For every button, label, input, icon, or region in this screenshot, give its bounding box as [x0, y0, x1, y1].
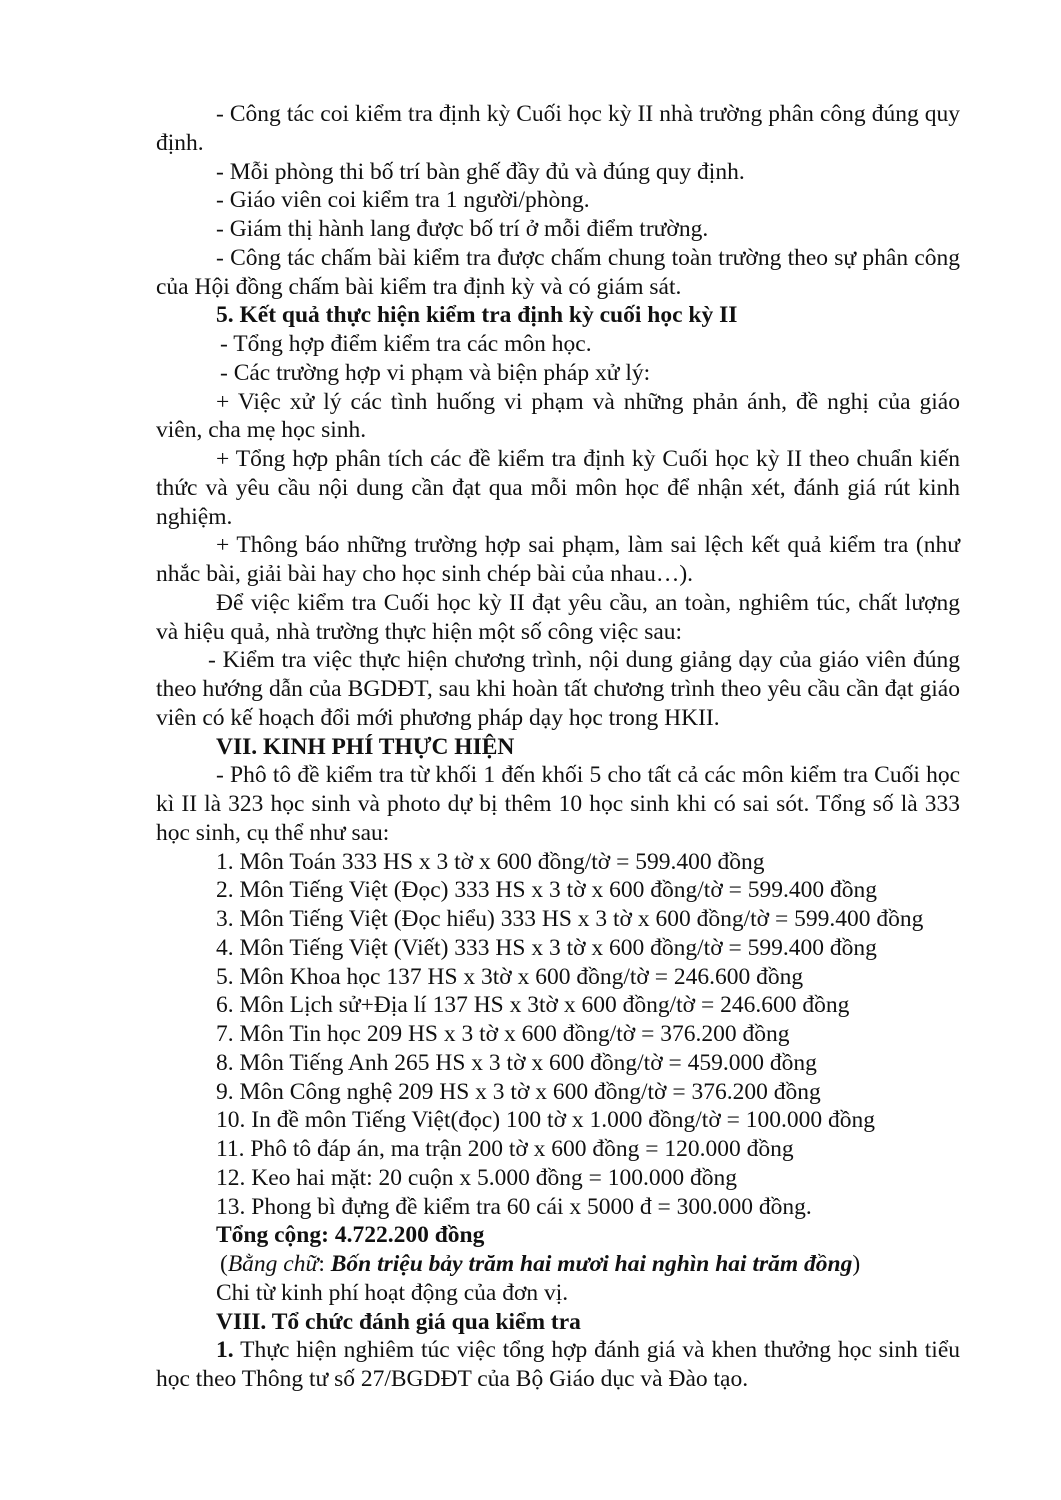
paragraph: - Công tác coi kiểm tra định kỳ Cuối học kỳ II nhà trường phân công đúng quy định.: [156, 101, 960, 156]
section-5-heading: 5. Kết quả thực hiện kiểm tra định kỳ cuối học kỳ II: [216, 302, 738, 329]
paragraph: - Công tác chấm bài kiểm tra được chấm chung toàn trường theo sự phân công của Hội đồng chấm bài kiểm tra định kỳ và có giám sát.: [156, 244, 960, 300]
paren-open: (: [220, 1251, 228, 1277]
cost-item: 6. Môn Lịch sử+Địa lí 137 HS x 3tờ x 600 đồng/tờ = 246.600 đồng: [216, 992, 850, 1019]
cost-item: 8. Môn Tiếng Anh 265 HS x 3 tờ x 600 đồng/tờ = 459.000 đồng: [216, 1049, 817, 1076]
cost-item: 4. Môn Tiếng Việt (Viết) 333 HS x 3 tờ x 600 đồng/tờ = 599.400 đồng: [216, 934, 877, 961]
sub-list-item: + Tổng hợp phân tích các đề kiểm tra định kỳ Cuối học kỳ II theo chuẩn kiến thức và yêu cầu nội dung cần đạt qua mỗi môn học để nhận xét, đánh giá rút kinh nghiệm.: [156, 446, 960, 530]
sub-list-item: + Thông báo những trường hợp sai phạm, làm sai lệch kết quả kiểm tra (như nhắc bài, giải bài hay cho học sinh chép bài của nhau…).: [156, 532, 960, 587]
list-item: - Tổng hợp điểm kiểm tra các môn học.: [220, 331, 592, 357]
section-7-heading: VII. KINH PHÍ THỰC HIỆN: [216, 733, 515, 760]
paragraph: - Mỗi phòng thi bố trí bàn ghế đầy đủ và đúng quy định.: [216, 158, 745, 185]
paragraph: Để việc kiểm tra Cuối học kỳ II đạt yêu cầu, an toàn, nghiêm túc, chất lượng và hiệu quả, nhà trường thực hiện một số công việc sau:: [156, 589, 960, 645]
paragraph: [156, 1336, 960, 1394]
paragraph: - Kiểm tra việc thực hiện chương trình, nội dung giảng dạy của giáo viên đúng theo hướng dẫn của BGDĐT, sau khi hoàn tất chương trình theo yêu cầu cần đạt giáo viên có kế hoạch đổi mới phương pháp dạy học trong HKII.: [156, 647, 960, 731]
words-label: Bằng chữ: [227, 1251, 319, 1277]
sub-list-item: + Việc xử lý các tình huống vi phạm và những phản ánh, đề nghị của giáo viên, cha mẹ học sinh.: [156, 388, 960, 444]
cost-item: 10. In đề môn Tiếng Việt(đọc) 100 tờ x 1.000 đồng/tờ = 100.000 đồng: [216, 1107, 875, 1134]
amount-in-words: [156, 1250, 960, 1279]
list-item: - Các trường hợp vi phạm và biện pháp xử lý:: [220, 359, 651, 386]
item-number: 1.: [216, 1337, 234, 1364]
words-colon: :: [318, 1251, 331, 1277]
paragraph: - Giám thị hành lang được bố trí ở mỗi điểm trường.: [216, 216, 709, 242]
funding-source: Chi từ kinh phí hoạt động của đơn vị.: [216, 1279, 569, 1306]
cost-item: 7. Môn Tin học 209 HS x 3 tờ x 600 đồng/tờ = 376.200 đồng: [216, 1021, 790, 1047]
paragraph: - Giáo viên coi kiểm tra 1 người/phòng.: [216, 187, 590, 214]
cost-item: 2. Môn Tiếng Việt (Đọc) 333 HS x 3 tờ x 600 đồng/tờ = 599.400 đồng: [216, 877, 877, 904]
document-page: [156, 100, 960, 1394]
cost-item: 1. Môn Toán 333 HS x 3 tờ x 600 đồng/tờ = 599.400 đồng: [216, 848, 765, 875]
section-8-heading: VIII. Tổ chức đánh giá qua kiểm tra: [216, 1308, 581, 1335]
words-value: Bốn triệu bảy trăm hai mươi hai nghìn hai trăm đồng: [330, 1251, 853, 1277]
cost-item: 11. Phô tô đáp án, ma trận 200 tờ x 600 đồng = 120.000 đồng: [216, 1136, 794, 1162]
paren-close: ): [852, 1251, 861, 1277]
cost-list: [156, 848, 960, 1222]
cost-item: 5. Môn Khoa học 137 HS x 3tờ x 600 đồng/tờ = 246.600 đồng: [216, 963, 804, 990]
paragraph: - Phô tô đề kiểm tra từ khối 1 đến khối 5 cho tất cả các môn kiểm tra Cuối học kì II là 323 học sinh và photo dự bị thêm 10 học sinh khi có sai sót. Tổng số là 333 học sinh, cụ thể như sau:: [156, 762, 960, 846]
cost-item: 3. Môn Tiếng Việt (Đọc hiểu) 333 HS x 3 tờ x 600 đồng/tờ = 599.400 đồng: [216, 906, 924, 932]
cost-item: 13. Phong bì đựng đề kiểm tra 60 cái x 5000 đ = 300.000 đồng.: [216, 1193, 812, 1220]
cost-item: 12. Keo hai mặt: 20 cuộn x 5.000 đồng = 100.000 đồng: [216, 1164, 738, 1191]
cost-item: 9. Môn Công nghệ 209 HS x 3 tờ x 600 đồng/tờ = 376.200 đồng: [216, 1078, 821, 1105]
total-amount: Tổng cộng: 4.722.200 đồng: [216, 1222, 485, 1249]
item-text: Thực hiện nghiêm túc việc tổng hợp đánh giá và khen thưởng học sinh tiểu học theo Thông tư số 27/BGDĐT của Bộ Giáo dục và Đào tạo.: [156, 1337, 960, 1392]
